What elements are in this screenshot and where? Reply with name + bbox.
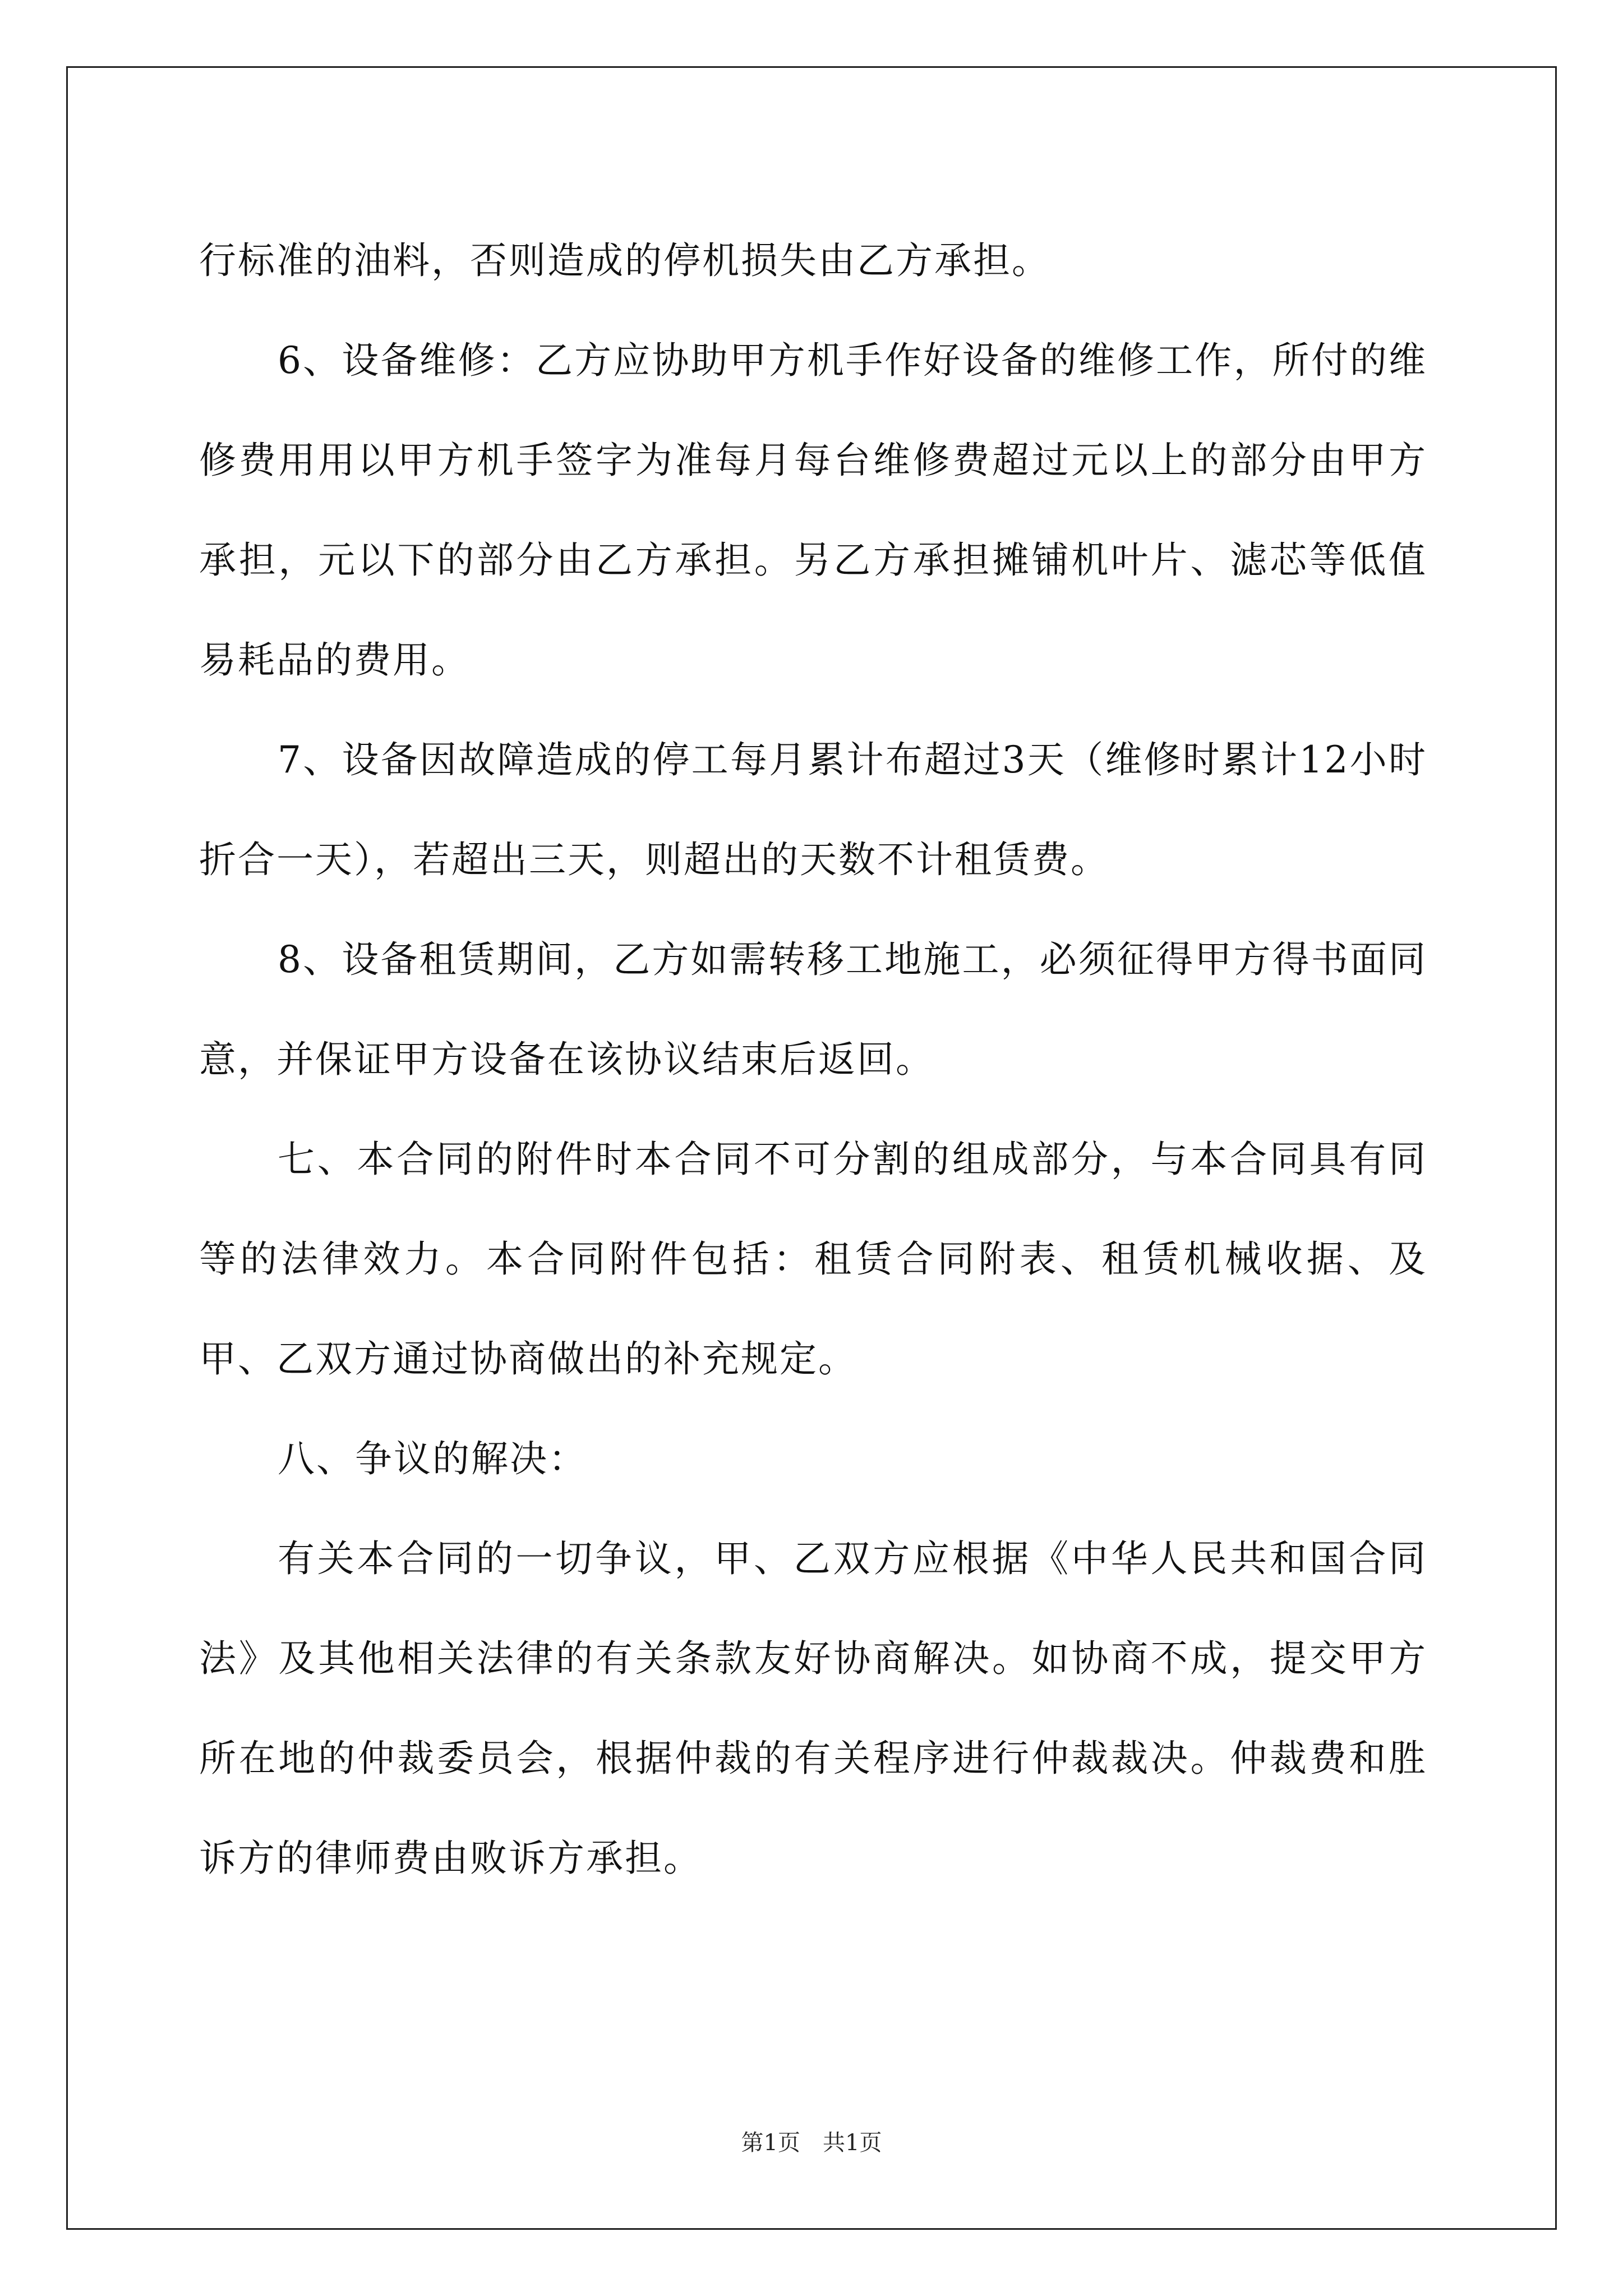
paragraph-downtime: 7、设备因故障造成的停工每月累计布超过3天（维修时累计12小时折合一天），若超出三天，则超出的天数不计租赁费。 [199, 738, 1427, 881]
page-number-footer: 第1页 共1页 [741, 2130, 882, 2156]
paragraph-equipment-maintenance: 6、设备维修：乙方应协助甲方机手作好设备的维修工作，所付的维修费用用以甲方机手签字为准每月每台维修费超过元以上的部分由甲方承担，元以下的部分由乙方承担。另乙方承担摊铺机叶片、滤芯等低值易耗品的费用。 [199, 339, 1427, 682]
paragraph-attachments: 七、本合同的附件时本合同不可分割的组成部分，与本合同具有同等的法律效力。本合同附件包括：租赁合同附表、租赁机械收据、及甲、乙双方通过协商做出的补充规定。 [199, 1138, 1427, 1381]
paragraph-site-transfer: 8、设备租赁期间，乙方如需转移工地施工，必须征得甲方得书面同意，并保证甲方设备在该协议结束后返回。 [199, 938, 1427, 1081]
section-heading-dispute: 八、争议的解决： [278, 1437, 587, 1480]
document-body [199, 211, 1427, 1908]
paragraph-dispute-resolution: 有关本合同的一切争议，甲、乙双方应根据《中华人民共和国合同法》及其他相关法律的有关条款友好协商解决。如协商不成，提交甲方所在地的仲裁委员会，根据仲裁的有关程序进行仲裁裁决。仲裁费和胜诉方的律师费由败诉方承担。 [199, 1537, 1427, 1880]
paragraph-continuation: 行标准的油料，否则造成的停机损失由乙方承担。 [199, 239, 1050, 282]
